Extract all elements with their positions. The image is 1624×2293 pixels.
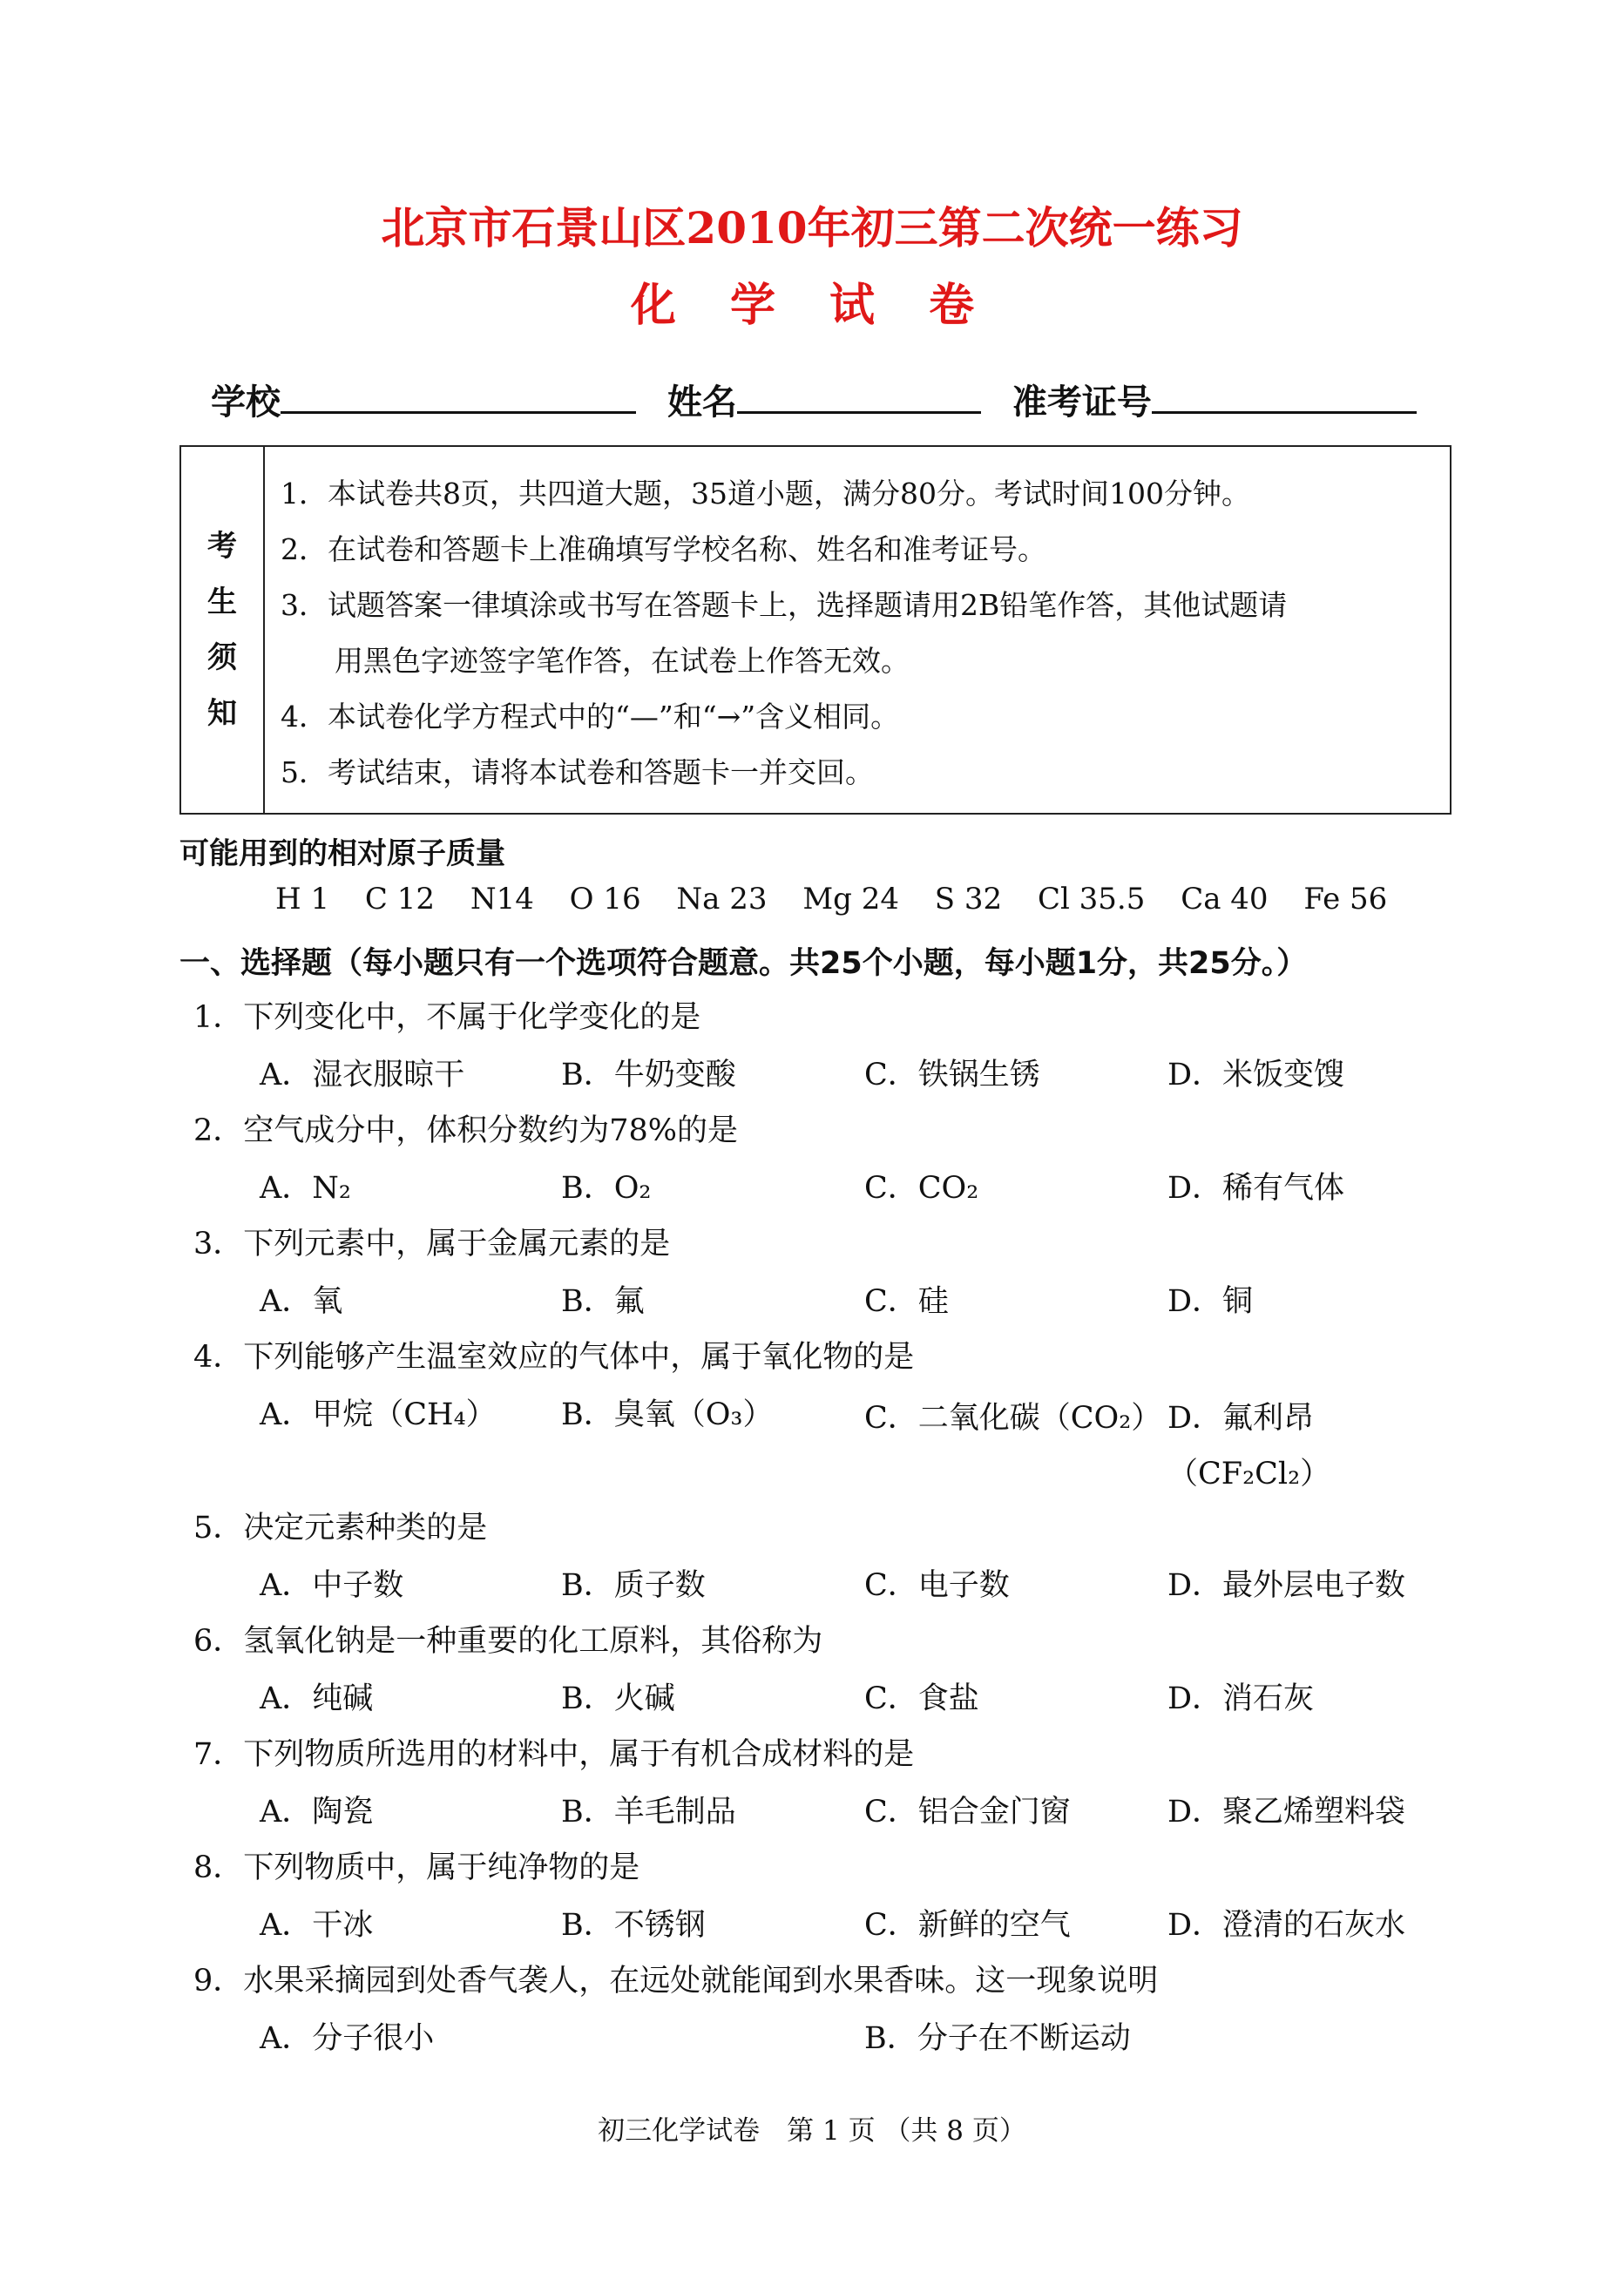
question-3-option-c[interactable]: C．硅 (864, 1284, 949, 1319)
notice-item: 2．在试卷和答题卡上准确填写学校名称、姓名和准考证号。 (281, 532, 1046, 566)
question-1-option-c[interactable]: C．铁锅生锈 (864, 1058, 1040, 1092)
question-1-option-a[interactable]: A．湿衣服晾干 (260, 1058, 465, 1092)
question-5-option-b[interactable]: B．质子数 (561, 1568, 706, 1603)
question-4-option-d[interactable]: D．氟利昂（CF₂Cl₂） (1167, 1401, 1331, 1491)
question-2-stem: 2．空气成分中，体积分数约为78%的是 (193, 1113, 739, 1148)
question-9-option-b[interactable]: B．分子在不断运动 (864, 2021, 1131, 2056)
mass-value: S 32 (934, 882, 1003, 917)
question-2-option-a[interactable]: A．N₂ (260, 1171, 351, 1206)
notice-item: 4．本试卷化学方程式中的“—”和“→”含义相同。 (281, 700, 900, 734)
exam-id-label: 准考证号 (1012, 382, 1152, 423)
question-7-option-d[interactable]: D．聚乙烯塑料袋 (1167, 1795, 1406, 1830)
question-9-stem: 9．水果采摘园到处香气袭人，在远处就能闻到水果香味。这一现象说明 (193, 1964, 1159, 1999)
mass-value: O 16 (569, 882, 641, 917)
question-5-option-d[interactable]: D．最外层电子数 (1167, 1568, 1406, 1603)
mass-value: Cl 35.5 (1037, 882, 1146, 917)
question-8-option-c[interactable]: C．新鲜的空气 (864, 1908, 1071, 1943)
question-6-option-a[interactable]: A．纯碱 (260, 1681, 374, 1716)
question-5-option-a[interactable]: A．中子数 (260, 1568, 404, 1603)
question-1-option-b[interactable]: B．牛奶变酸 (561, 1058, 736, 1092)
question-3-option-b[interactable]: B．氟 (561, 1284, 645, 1319)
question-2-option-d[interactable]: D．稀有气体 (1167, 1171, 1345, 1206)
question-1-option-d[interactable]: D．米饭变馊 (1167, 1058, 1345, 1092)
question-2-option-b[interactable]: B．O₂ (561, 1171, 652, 1206)
section-1-heading: 一、选择题（每小题只有一个选项符合题意。共25个小题，每小题1分，共25分。） (179, 946, 1308, 981)
question-5-stem: 5．决定元素种类的是 (193, 1511, 488, 1546)
mass-value: Ca 40 (1181, 882, 1269, 917)
notice-item: 5．考试结束，请将本试卷和答题卡一并交回。 (281, 755, 874, 789)
question-3-option-d[interactable]: D．铜 (1167, 1284, 1254, 1319)
mass-value: Fe 56 (1303, 882, 1388, 917)
mass-value: C 12 (364, 882, 435, 917)
name-blank[interactable] (737, 376, 981, 414)
question-6-stem: 6．氢氧化钠是一种重要的化工原料，其俗称为 (193, 1624, 823, 1659)
exam-subtitle: 化 学 试 卷 (630, 279, 994, 332)
mass-value: Na 23 (676, 882, 768, 917)
atomic-mass-values (275, 882, 1413, 917)
question-4-stem: 4．下列能够产生温室效应的气体中，属于氧化物的是 (193, 1340, 915, 1375)
question-9-option-a[interactable]: A．分子很小 (260, 2021, 435, 2056)
mass-value: Mg 24 (802, 882, 899, 917)
atomic-mass-heading: 可能用到的相对原子质量 (179, 836, 505, 871)
question-3-stem: 3．下列元素中，属于金属元素的是 (193, 1227, 671, 1261)
question-7-option-b[interactable]: B．羊毛制品 (561, 1795, 736, 1830)
question-4-option-c[interactable]: C．二氧化碳（CO₂） (864, 1401, 1162, 1436)
question-4-option-b[interactable]: B．臭氧（O₃） (561, 1397, 774, 1432)
mass-value: H 1 (275, 882, 330, 917)
exam-notice-box (179, 445, 1451, 815)
student-info-line (211, 375, 1436, 424)
notice-item: 3．试题答案一律填涂或书写在答题卡上，选择题请用2B铅笔作答，其他试题请 (281, 588, 1288, 622)
name-label: 姓名 (667, 382, 737, 423)
question-1-stem: 1．下列变化中，不属于化学变化的是 (193, 1000, 701, 1035)
mass-value: N14 (470, 882, 534, 917)
question-8-stem: 8．下列物质中，属于纯净物的是 (193, 1850, 640, 1885)
school-label: 学校 (211, 382, 281, 423)
exam-title: 北京市石景山区2010年初三第二次统一练习 (381, 202, 1243, 254)
question-6-option-c[interactable]: C．食盐 (864, 1681, 979, 1716)
question-6-option-d[interactable]: D．消石灰 (1167, 1681, 1315, 1716)
notice-label: 考 生 须 知 (181, 447, 265, 813)
exam-id-blank[interactable] (1152, 376, 1417, 414)
notice-item: 用黑色字迹签字笔作答，在试卷上作答无效。 (335, 644, 910, 678)
question-3-option-a[interactable]: A．氧 (260, 1284, 343, 1319)
question-4-option-a[interactable]: A．甲烷（CH₄） (260, 1397, 497, 1432)
question-5-option-c[interactable]: C．电子数 (864, 1568, 1010, 1603)
question-7-option-a[interactable]: A．陶瓷 (260, 1795, 374, 1830)
question-7-stem: 7．下列物质所选用的材料中，属于有机合成材料的是 (193, 1737, 915, 1772)
notice-items (281, 466, 1441, 801)
question-6-option-b[interactable]: B．火碱 (561, 1681, 675, 1716)
question-7-option-c[interactable]: C．铝合金门窗 (864, 1795, 1071, 1830)
question-8-option-a[interactable]: A．干冰 (260, 1908, 374, 1943)
notice-item: 1．本试卷共8页，共四道大题，35道小题，满分80分。考试时间100分钟。 (281, 477, 1250, 511)
school-blank[interactable] (281, 376, 636, 414)
question-8-option-b[interactable]: B．不锈钢 (561, 1908, 706, 1943)
question-8-option-d[interactable]: D．澄清的石灰水 (1167, 1908, 1406, 1943)
question-2-option-c[interactable]: C．CO₂ (864, 1171, 979, 1206)
page-footer: 初三化学试卷 第 1 页 （共 8 页） (598, 2115, 1026, 2147)
